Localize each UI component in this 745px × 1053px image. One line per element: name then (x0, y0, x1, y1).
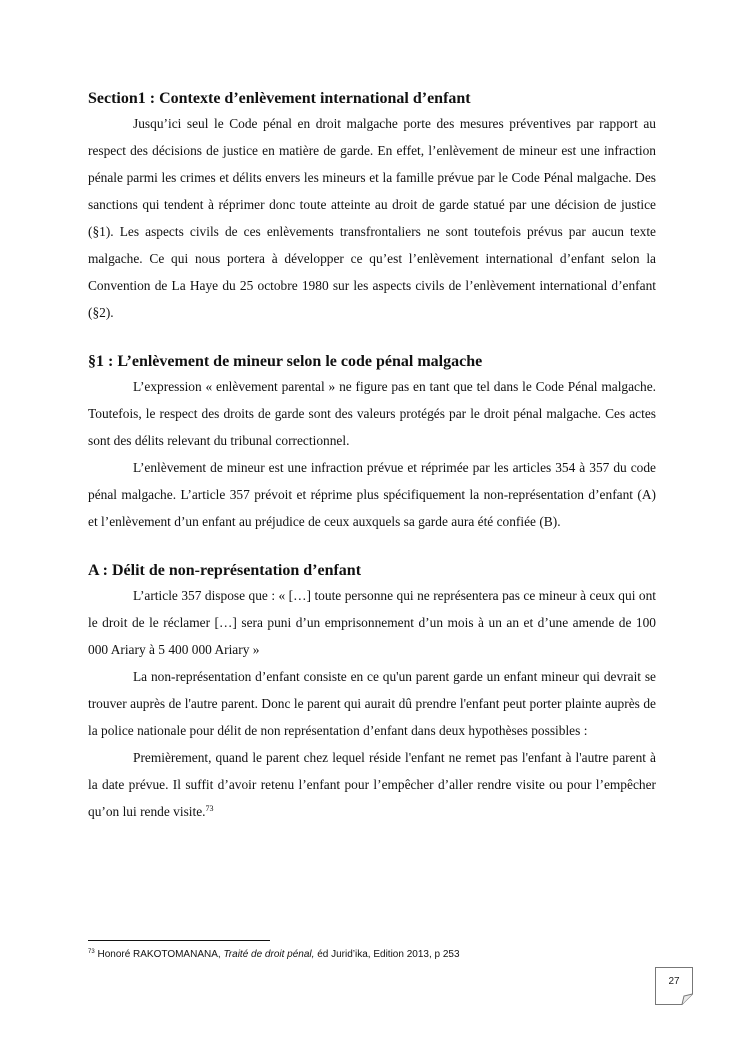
footnote-title: Traité de droit pénal, (223, 949, 315, 960)
paragraph: L’expression « enlèvement parental » ne figure pas en tant que tel dans le Code Pénal malgache. Toutefois, le respect des droits de garde sont des valeurs protégés par le droit pénal malgache. Ces actes sont des délits relevant du tribunal correctionnel. (88, 379, 656, 448)
section-heading: Section1 : Contexte d’enlèvement international d’enfant (88, 90, 471, 107)
paragraph: La non-représentation d’enfant consiste en ce qu'un parent garde un enfant mineur qui devrait se trouver auprès de l'autre parent. Donc le parent qui aurait dû prendre l'enfant peut porter plainte auprès de la police nationale pour délit de non représentation d’enfant dans deux hypothèses possibles : (88, 669, 656, 738)
paragraph: L’enlèvement de mineur est une infraction prévue et réprimée par les articles 354 à 357 du code pénal malgache. L’article 357 prévoit et réprime plus spécifiquement la non-représentation d’enfant (A) et l’enlèvement d’un enfant au préjudice de ceux auxquels sa garde aura été confiée (B). (88, 460, 656, 529)
subsection-heading: A : Délit de non-représentation d’enfant (88, 562, 362, 579)
footnote-reference[interactable]: 73 (205, 804, 214, 813)
footnote-separator (88, 940, 270, 941)
page-number-box (655, 967, 693, 1005)
paragraph: L’article 357 dispose que : « […] toute personne qui ne représentera pas ce mineur à ceux qui ont le droit de le réclamer […] sera puni d’un emprisonnement d’un mois à un an et d’une amende de 100 000 Ariary à 5 400 000 Ariary » (88, 588, 656, 657)
footnote-number: 73 (88, 949, 95, 955)
paragraph-text: Premièrement, quand le parent chez lequel réside l'enfant ne remet pas l'enfant à l'autre parent à la date prévue. Il suffit d’avoir retenu l’enfant pour l’empêcher d’aller rendre visite ou pour l’empêcher qu’on lui rende visite. (88, 750, 656, 819)
footnote-details: éd Jurid’ika, Edition 2013, p 253 (314, 949, 460, 960)
subsection-heading: §1 : L’enlèvement de mineur selon le code pénal malgache (88, 353, 483, 370)
paragraph: Jusqu’ici seul le Code pénal en droit malgache porte des mesures préventives par rapport au respect des décisions de justice en matière de garde. En effet, l’enlèvement de mineur est une infraction pénale parmi les crimes et délits envers les mineurs et la famille prévue par le Code Pénal malgache. Des sanctions qui tendent à réprimer donc toute atteinte au droit de garde statué par une décision de justice (§1). Les aspects civils de ces enlèvements transfrontaliers ne sont toutefois prévus par aucun texte malgache. Ce qui nous portera à développer ce qu’est l’enlèvement international d’enfant selon la Convention de La Haye du 25 octobre 1980 sur les aspects civils de l’enlèvement international d’enfant (§2). (88, 116, 656, 320)
footnote-author: Honoré RAKOTOMANANA, (97, 949, 224, 960)
page-number: 27 (668, 976, 680, 987)
page-content (88, 88, 656, 825)
paragraph (88, 744, 656, 825)
footnote (88, 948, 688, 962)
